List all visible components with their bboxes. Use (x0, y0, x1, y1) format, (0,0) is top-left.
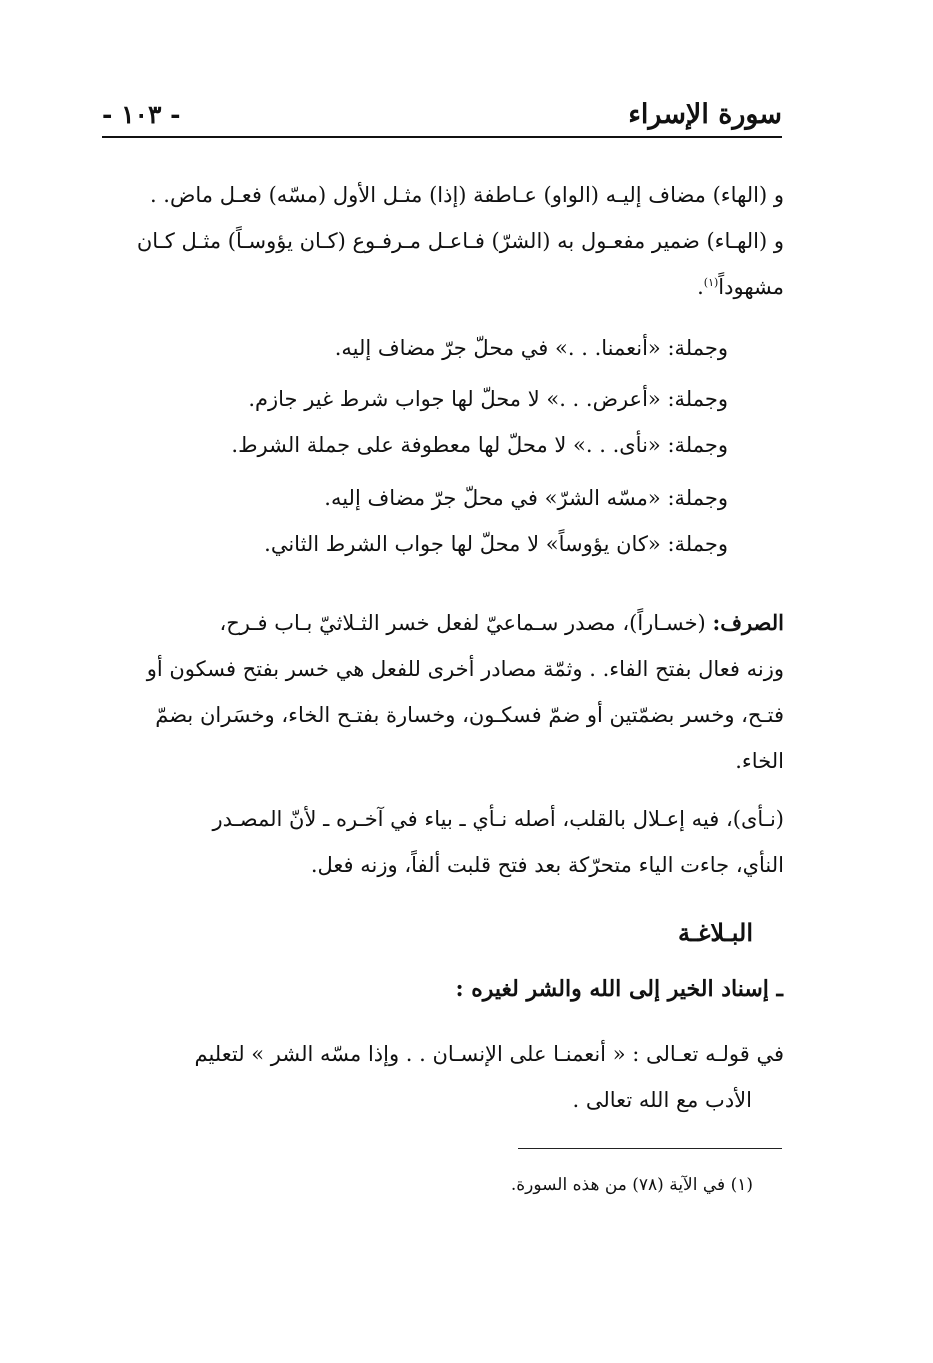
sarf-line-2: وزنه فعال بفتح الفاء. . وثمّة مصادر أخرى للفعل هي خسر بفتح فسكون أو (146, 657, 784, 681)
naa-line-1: (نـأى)، فيه إعـلال بالقلب، أصله نـأي ـ بياء في آخـره ـ لأنّ المصـدر (212, 807, 784, 831)
balagha-subheading: ـ إسناد الخير إلى الله والشر لغيره : (455, 976, 783, 1002)
sarf-label: الصرف: (712, 610, 784, 635)
sentence-3: وجملة: «نأى. . .» لا محلّ لها معطوفة على جملة الشرط. (231, 433, 728, 457)
irab-end-mark: . (697, 275, 704, 299)
sarf-line-4: الخاء. (735, 749, 784, 773)
surah-title: سورة الإسراء (628, 99, 782, 130)
naa-line-2: النأي، جاءت الياء متحرّكة بعد فتح قلبت ألفاً، وزنه فعل. (310, 853, 784, 877)
footnote-marker: (١) (703, 276, 719, 289)
balagha-heading: البـلاغـة (677, 918, 753, 947)
sentence-2: وجملة: «أعرض. . .» لا محلّ لها جواب شرط غير جازم. (248, 387, 728, 411)
sarf-line-1-text: (خسـاراً)، مصدر سـماعيّ لفعل خسر الثـلاثيّ بـاب فـرح، (219, 611, 706, 635)
sarf-line-3: فتـح، وخسر بضمّتين أو ضمّ فسكـون، وخسارة بفتـح الخاء، وخسَران بضمّ (155, 703, 784, 727)
balagha-paragraph (100, 1031, 784, 1123)
balagha-line-2: الأدب مع الله تعالى . (572, 1088, 752, 1112)
irab-paragraph (100, 172, 784, 310)
page-header (102, 96, 782, 138)
naa-paragraph (100, 796, 784, 888)
footnote: (١) في الآية (٧٨) من هذه السورة. (510, 1175, 753, 1195)
sarf-paragraph (100, 600, 784, 784)
sentence-1: وجملة: «أنعمنا. . .» في محلّ جرّ مضاف إليه. (334, 336, 728, 360)
irab-line-3-text: مشهوداً (718, 275, 784, 299)
balagha-line-1: في قولـه تعـالى : « أنعمنـا على الإنسـان . . وإذا مسّه الشر » لتعليم (194, 1042, 784, 1066)
footnote-divider (518, 1148, 782, 1149)
sentence-4: وجملة: «مسّه الشرّ» في محلّ جرّ مضاف إليه. (324, 486, 728, 510)
sarf-line-1 (100, 600, 784, 646)
irab-line-3 (100, 264, 784, 310)
irab-line-1: و (الهاء) مضاف إليـه (الواو) عـاطفة (إذا) مثـل الأول (مسّه) فعـل ماض. . (149, 183, 784, 207)
irab-line-2: و (الهـاء) ضمير مفعـول به (الشرّ) فـاعـل مـرفـوع (كـان يؤوسـاً) مثـل كـان (136, 229, 784, 253)
sentence-5: وجملة: «كان يؤوساً» لا محلّ لها جواب الشرط الثاني. (264, 532, 728, 556)
page-number: - ١٠٣ - (102, 100, 181, 129)
